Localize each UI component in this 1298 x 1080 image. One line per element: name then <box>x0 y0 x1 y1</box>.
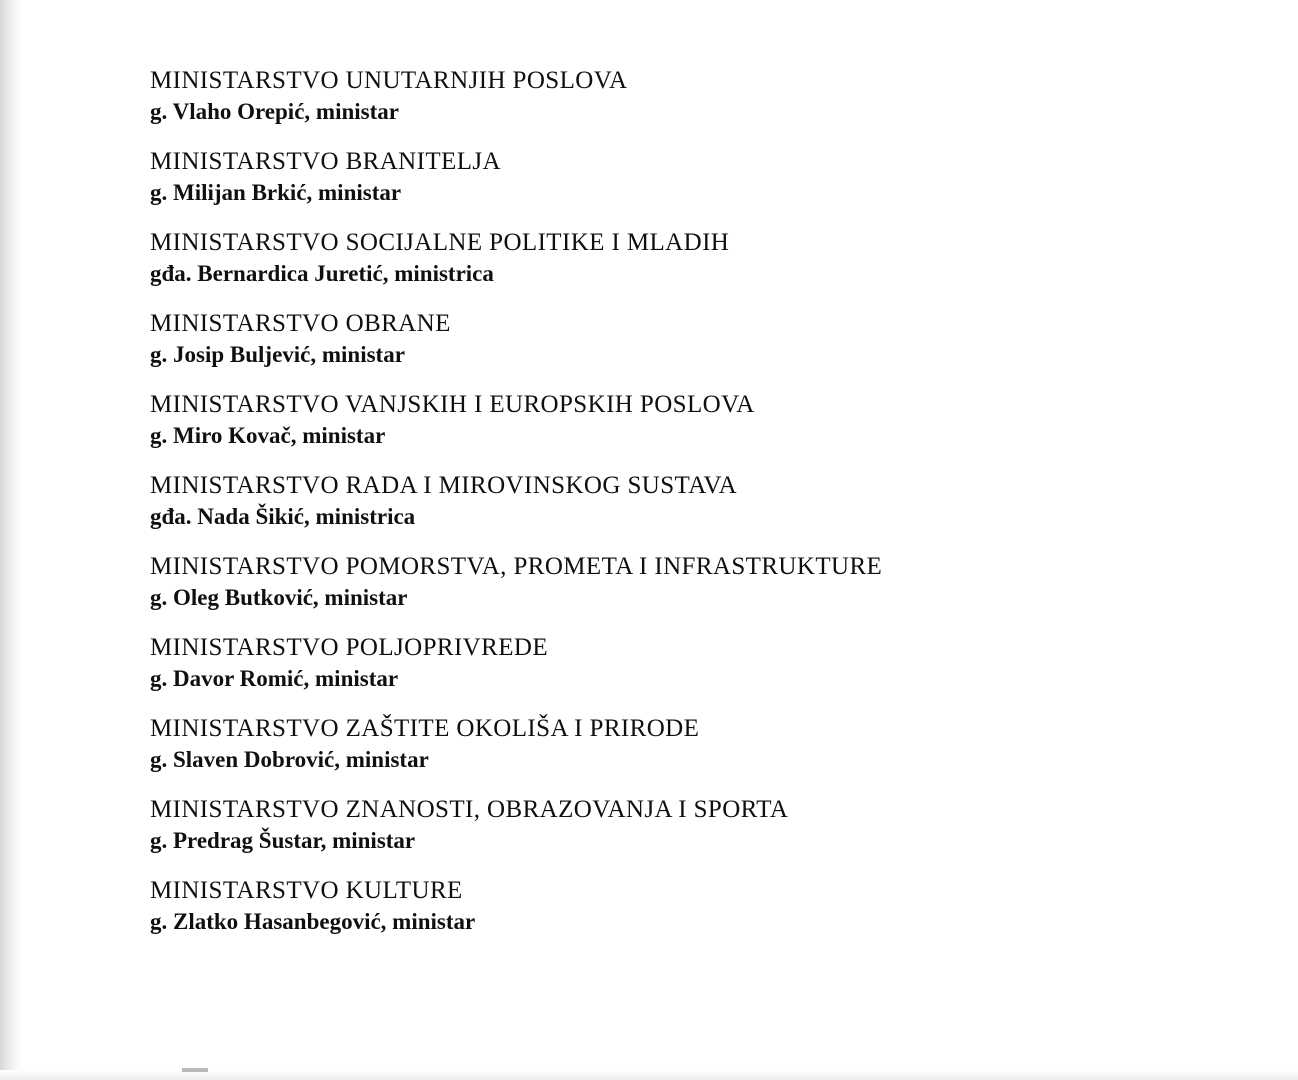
official-name: g. Predrag Šustar, ministar <box>150 828 416 853</box>
list-item <box>150 309 1200 369</box>
list-item <box>150 876 1200 936</box>
ministry-name: MINISTARSTVO KULTURE <box>150 877 463 904</box>
ministry-name: MINISTARSTVO POLJOPRIVREDE <box>150 634 549 661</box>
page-bottom-artifact <box>182 1068 208 1072</box>
scan-edge-shadow <box>0 0 22 1080</box>
ministry-name: MINISTARSTVO BRANITELJA <box>150 148 501 175</box>
list-item <box>150 66 1200 126</box>
official-name: g. Slaven Dobrović, ministar <box>150 747 429 772</box>
ministry-name: MINISTARSTVO VANJSKIH I EUROPSKIH POSLOVA <box>150 391 755 418</box>
official-name: gđa. Nada Šikić, ministrica <box>150 504 416 529</box>
ministry-list <box>150 66 1200 957</box>
ministry-name: MINISTARSTVO ZAŠTITE OKOLIŠA I PRIRODE <box>150 715 700 742</box>
list-item <box>150 390 1200 450</box>
ministry-name: MINISTARSTVO OBRANE <box>150 310 451 337</box>
list-item <box>150 552 1200 612</box>
official-name: g. Oleg Butković, ministar <box>150 585 408 610</box>
official-name: g. Miro Kovač, ministar <box>150 423 386 448</box>
ministry-name: MINISTARSTVO RADA I MIROVINSKOG SUSTAVA <box>150 472 738 499</box>
list-item <box>150 228 1200 288</box>
official-name: g. Vlaho Orepić, ministar <box>150 99 399 124</box>
ministry-name: MINISTARSTVO POMORSTVA, PROMETA I INFRASTRUKTURE <box>150 553 883 580</box>
list-item <box>150 633 1200 693</box>
list-item <box>150 147 1200 207</box>
official-name: g. Zlatko Hasanbegović, ministar <box>150 909 476 934</box>
list-item <box>150 795 1200 855</box>
official-name: g. Milijan Brkić, ministar <box>150 180 402 205</box>
ministry-name: MINISTARSTVO SOCIJALNE POLITIKE I MLADIH <box>150 229 730 256</box>
list-item <box>150 471 1200 531</box>
list-item <box>150 714 1200 774</box>
ministry-name: MINISTARSTVO ZNANOSTI, OBRAZOVANJA I SPORTA <box>150 796 789 823</box>
official-name: g. Davor Romić, ministar <box>150 666 399 691</box>
ministry-name: MINISTARSTVO UNUTARNJIH POSLOVA <box>150 67 628 94</box>
official-name: g. Josip Buljević, ministar <box>150 342 405 367</box>
official-name: gđa. Bernardica Juretić, ministrica <box>150 261 494 286</box>
